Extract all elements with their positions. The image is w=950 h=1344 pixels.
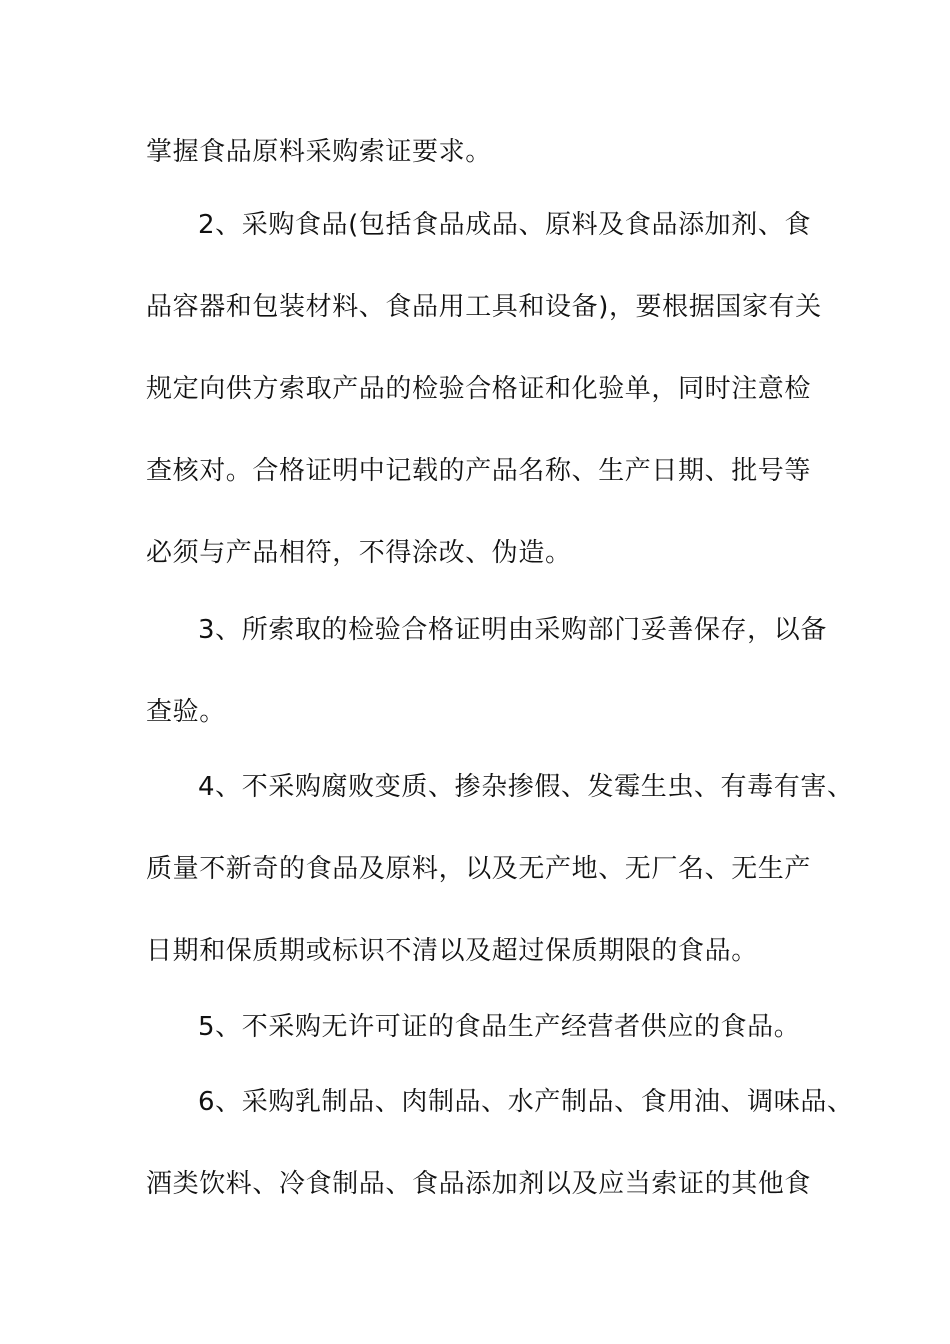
text-line: 日期和保质期或标识不清以及超过保质期限的食品。 (146, 936, 758, 966)
text-line: 查核对。合格证明中记载的产品名称、生产日期、批号等 (146, 456, 812, 486)
text-line: 2、采购食品(包括食品成品、原料及食品添加剂、食 (198, 210, 812, 240)
text-line: 4、不采购腐败变质、掺杂掺假、发霉生虫、有毒有害、 (198, 772, 854, 802)
text-line: 查验。 (146, 697, 226, 727)
text-line: 掌握食品原料采购索证要求。 (146, 137, 492, 167)
text-line: 质量不新奇的食品及原料，以及无产地、无厂名、无生产 (146, 854, 812, 884)
text-line: 必须与产品相符，不得涂改、伪造。 (146, 538, 572, 568)
text-line: 6、采购乳制品、肉制品、水产制品、食用油、调味品、 (198, 1087, 854, 1117)
text-line: 3、所索取的检验合格证明由采购部门妥善保存，以备 (198, 615, 827, 645)
text-line: 酒类饮料、冷食制品、食品添加剂以及应当索证的其他食 (146, 1169, 812, 1199)
text-line: 规定向供方索取产品的检验合格证和化验单，同时注意检 (146, 374, 812, 404)
text-line: 5、不采购无许可证的食品生产经营者供应的食品。 (198, 1012, 801, 1042)
text-line: 品容器和包装材料、食品用工具和设备)，要根据国家有关 (146, 292, 822, 322)
